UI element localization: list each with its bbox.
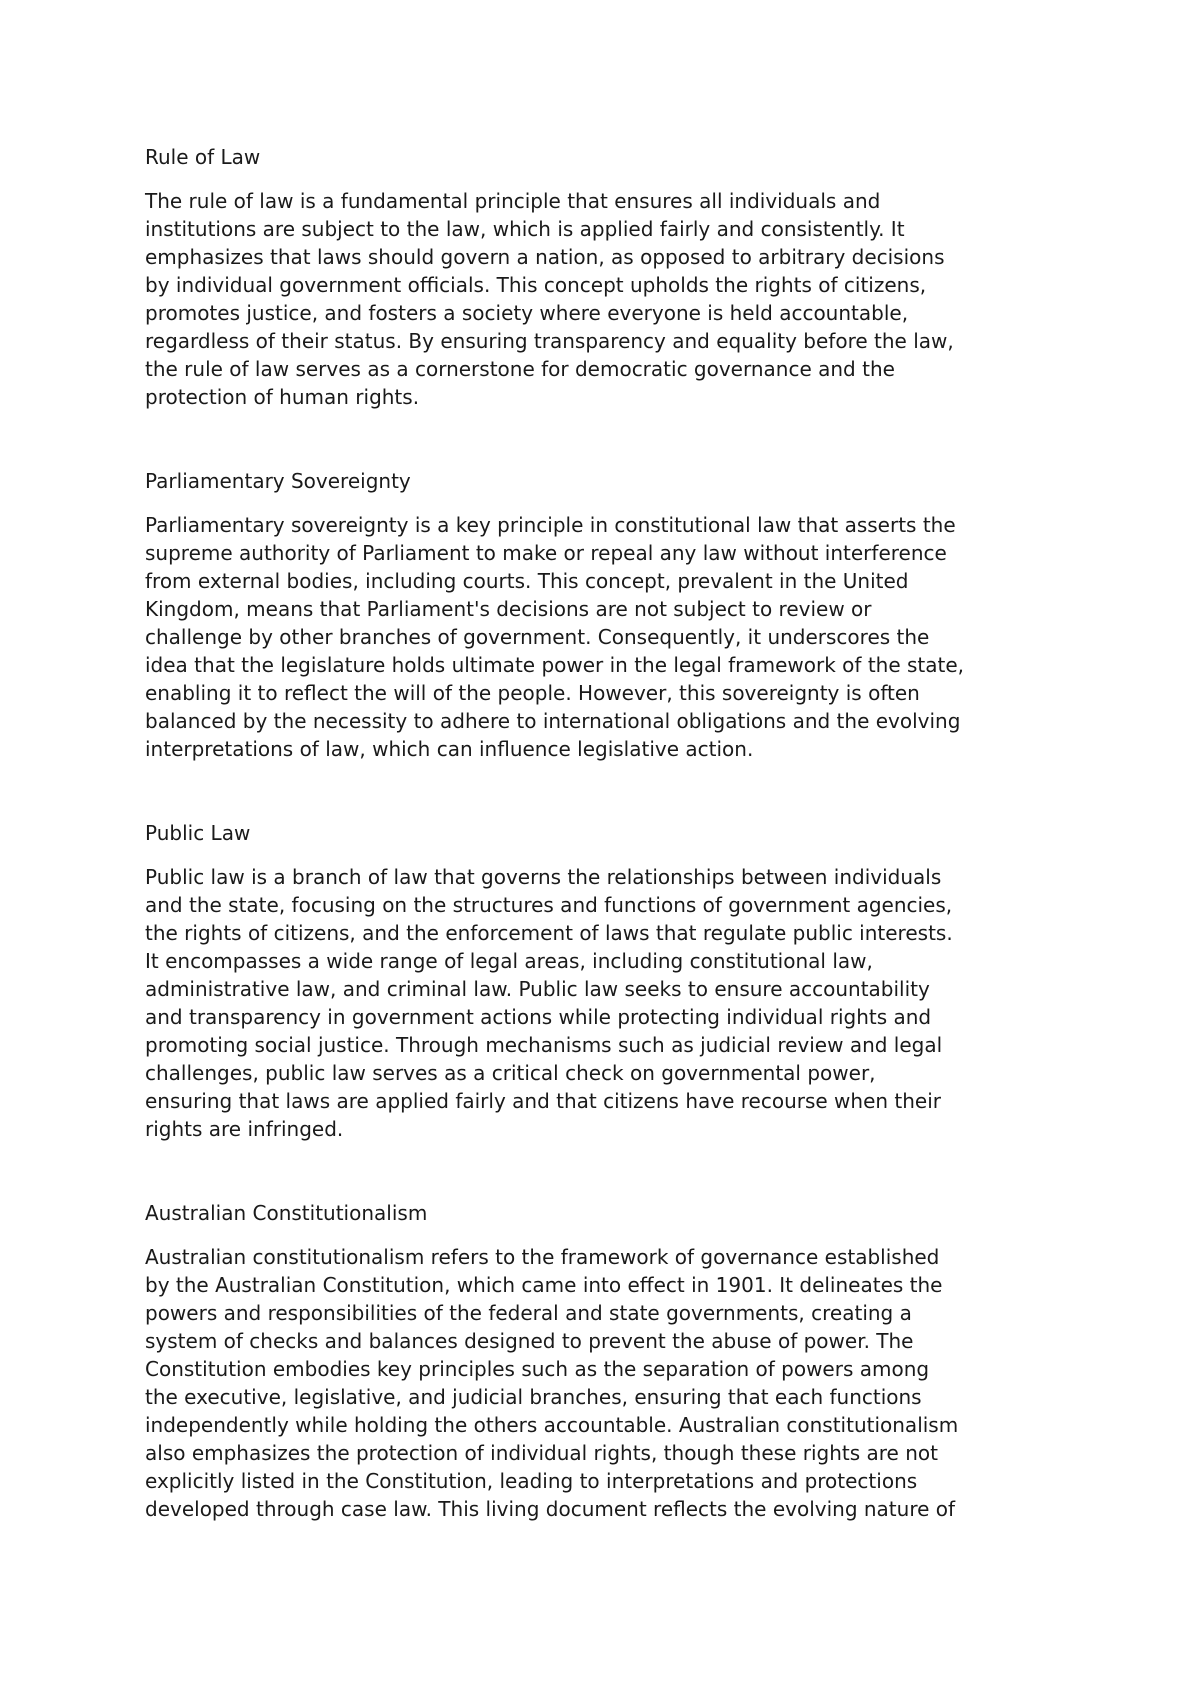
- document-page: [145, 143, 1075, 1523]
- section-title: Parliamentary Sovereignty: [145, 469, 411, 493]
- section-title: Public Law: [145, 821, 251, 845]
- section-public-law: [145, 819, 1075, 1143]
- section-title: Australian Constitutionalism: [145, 1201, 428, 1225]
- section-spacer: [145, 411, 1075, 467]
- section-spacer: [145, 763, 1075, 819]
- section-body: Parliamentary sovereignty is a key principle in constitutional law that asserts the supreme authority of Parliament to make or repeal any law without interference from external bodies, including courts. This concept, prevalent in the United Kingdom, means that Parliament's decisions are not subject to review or challenge by other branches of government. Consequently, it underscores the idea that the legislature holds ultimate power in the legal framework of the state, enabling it to reflect the will of the people. However, this sovereignty is often balanced by the necessity to adhere to international obligations and the evolving interpretations of law, which can influence legislative action.: [145, 513, 965, 761]
- section-title: Rule of Law: [145, 145, 261, 169]
- section-parliamentary-sovereignty: [145, 467, 1075, 763]
- section-spacer: [145, 1143, 1075, 1199]
- section-rule-of-law: [145, 143, 1075, 411]
- section-body: Australian constitutionalism refers to the framework of governance established by the Australian Constitution, which came into effect in 1901. It delineates the powers and responsibilities of the federal and state governments, creating a system of checks and balances designed to prevent the abuse of power. The Constitution embodies key principles such as the separation of powers among the executive, legislative, and judicial branches, ensuring that each functions independently while holding the others accountable. Australian constitutionalism also emphasizes the protection of individual rights, though these rights are not explicitly listed in the Constitution, leading to interpretations and protections developed through case law. This living document reflects the evolving nature of: [145, 1245, 959, 1521]
- section-body: The rule of law is a fundamental principle that ensures all individuals and institutions are subject to the law, which is applied fairly and consistently. It emphasizes that laws should govern a nation, as opposed to arbitrary decisions by individual government officials. This concept upholds the rights of citizens, promotes justice, and fosters a society where everyone is held accountable, regardless of their status. By ensuring transparency and equality before the law, the rule of law serves as a cornerstone for democratic governance and the protection of human rights.: [145, 189, 954, 409]
- section-australian-constitutionalism: [145, 1199, 1075, 1523]
- section-body: Public law is a branch of law that governs the relationships between individuals and the state, focusing on the structures and functions of government agencies, the rights of citizens, and the enforcement of laws that regulate public interests. It encompasses a wide range of legal areas, including constitutional law, administrative law, and criminal law. Public law seeks to ensure accountability and transparency in government actions while protecting individual rights and promoting social justice. Through mechanisms such as judicial review and legal challenges, public law serves as a critical check on governmental power, ensuring that laws are applied fairly and that citizens have recourse when their rights are infringed.: [145, 865, 953, 1141]
